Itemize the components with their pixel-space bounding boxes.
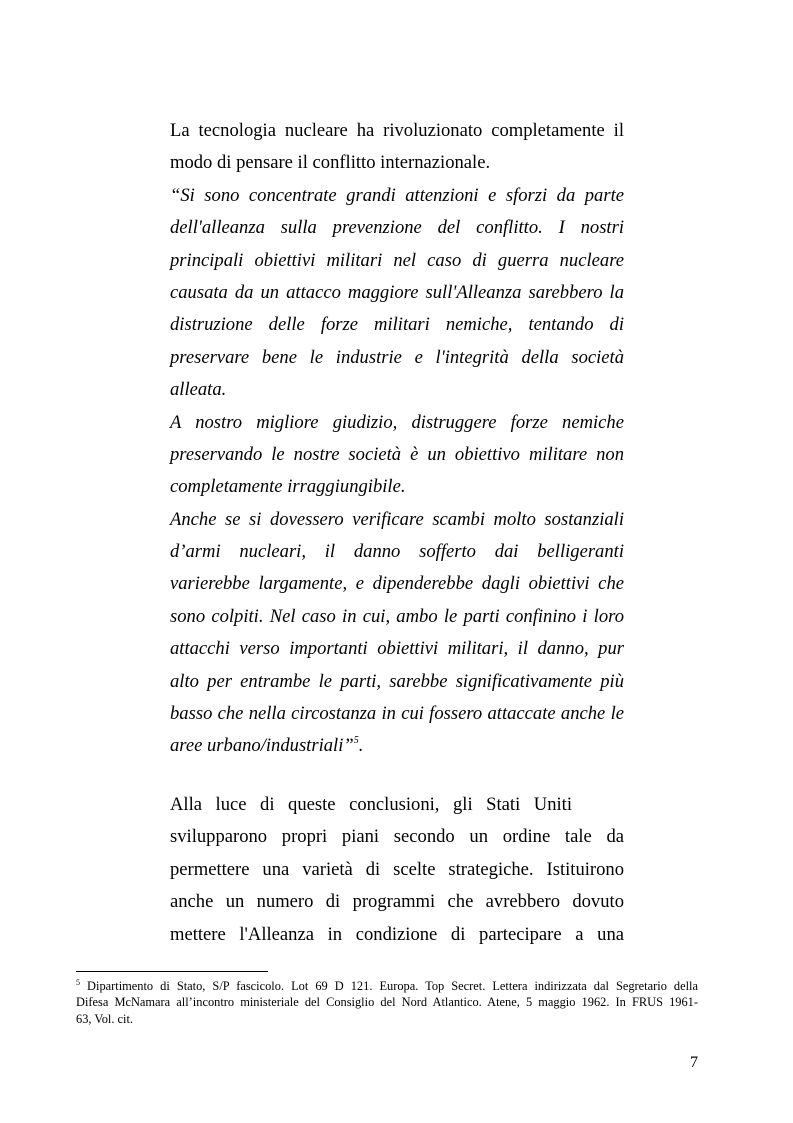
footnote bbox=[76, 978, 698, 1027]
quote-line: dell'alleanza sulla prevenzione del conflitto. I nostri bbox=[170, 217, 624, 239]
quote-line: principali obiettivi militari nel caso di guerra nucleare bbox=[170, 249, 624, 271]
quote-line: “Si sono concentrate grandi attenzioni e sforzi da parte bbox=[170, 184, 624, 206]
text-line: Alla luce di queste conclusioni, gli Stati Uniti bbox=[170, 794, 572, 815]
footnote-reference[interactable]: 5 bbox=[353, 735, 359, 747]
closing-punctuation: . bbox=[358, 735, 364, 757]
paragraph-conclusions bbox=[170, 789, 624, 951]
quote-line: varierebbe largamente, e dipenderebbe dagli obiettivi che bbox=[170, 573, 624, 595]
page-number: 7 bbox=[690, 1054, 698, 1071]
paragraph-intro bbox=[170, 115, 624, 763]
quote-line: sono colpiti. Nel caso in cui, ambo le parti confinino i loro bbox=[170, 605, 624, 627]
quote-line: preservare bene le industrie e l'integrità della società bbox=[170, 346, 624, 368]
footnote-text: Dipartimento di Stato, S/P fascicolo. Lot 69 D 121. Europa. Top Secret. Lettera indirizzata dal Segretario della bbox=[87, 979, 698, 993]
quote-line: A nostro migliore giudizio, distruggere forze nemiche bbox=[170, 411, 624, 433]
quote-line: preservando le nostre società è un obiettivo militare non bbox=[170, 443, 624, 465]
footnote-separator bbox=[76, 971, 268, 972]
quote-line: distruzione delle forze militari nemiche, tentando di bbox=[170, 314, 624, 336]
quote-line: completamente irraggiungibile. bbox=[170, 476, 406, 498]
text-line: modo di pensare il conflitto internazionale. bbox=[170, 152, 491, 174]
quote-line: alleata. bbox=[170, 379, 227, 401]
quote-line: Anche se si dovessero verificare scambi molto sostanziali bbox=[170, 508, 624, 530]
quote-last-line bbox=[170, 730, 624, 762]
quote-line: attacchi verso importanti obiettivi militari, il danno, pur bbox=[170, 638, 624, 660]
quote-line: basso che nella circostanza in cui fossero attaccate anche le bbox=[170, 703, 624, 725]
footnote-number: 5 bbox=[76, 978, 80, 987]
footnote-line: Difesa McNamara all’incontro ministeriale del Consiglio del Nord Atlantico. Atene, 5 maggio 1962. In FRUS 1961- bbox=[76, 995, 698, 1010]
footnote-line: 63, Vol. cit. bbox=[76, 1011, 134, 1026]
quote-line: d’armi nucleari, il danno sofferto dai belligeranti bbox=[170, 541, 624, 563]
text-line: La tecnologia nucleare ha rivoluzionato completamente il bbox=[170, 120, 624, 141]
quote-line-text: aree urbano/industriali” bbox=[170, 735, 354, 757]
quote-line: causata da un attacco maggiore sull'Alleanza sarebbero la bbox=[170, 281, 624, 303]
text-line: anche un numero di programmi che avrebbero dovuto bbox=[170, 891, 624, 913]
footnote-line bbox=[76, 978, 698, 994]
text-line: mettere l'Alleanza in condizione di partecipare a una bbox=[170, 923, 624, 945]
text-line: svilupparono propri piani secondo un ordine tale da bbox=[170, 826, 624, 848]
text-line: permettere una varietà di scelte strategiche. Istituirono bbox=[170, 858, 624, 880]
quote-line: alto per entrambe le parti, sarebbe significativamente più bbox=[170, 670, 624, 692]
